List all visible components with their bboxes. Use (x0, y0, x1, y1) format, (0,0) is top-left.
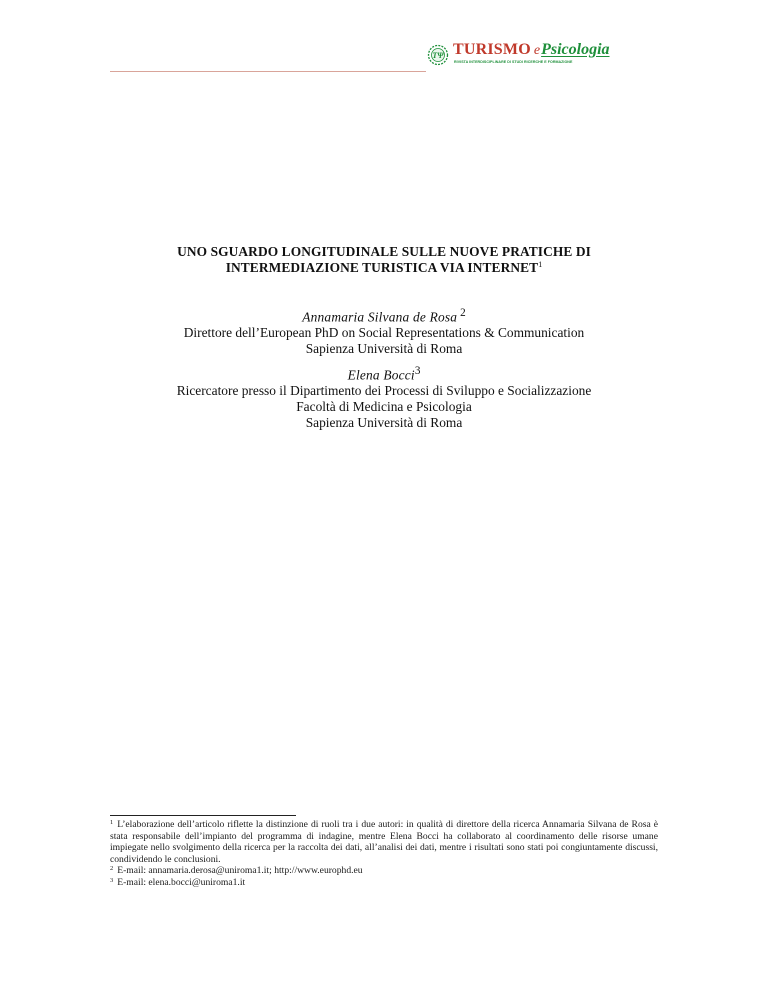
author-name: Elena Bocci (347, 367, 415, 383)
footnote-number: 3 (110, 876, 114, 884)
footnote-text: L’elaborazione dell’articolo riflette la distinzione di ruoli tra i due autori: in qualità di direttore della ricerca Annamaria Silvana de Rosa è stata responsabile dell’impianto del programma di indagine, mentre Elena Bocci ha collaborato al coordinamento delle risorse umane impiegate nello svolgimento della ricerca per la raccolta dei dati, all’analisi dei dati, mentre i risultati sono stati poi congiuntamente discussi, condividendo le conclusioni. (110, 819, 658, 865)
footnotes (110, 819, 658, 889)
logo-tagline: RIVISTA INTERDISCIPLINARE DI STUDI RICERCHE E FORMAZIONE (454, 60, 573, 64)
journal-emblem-icon (427, 44, 449, 66)
footnote-2 (110, 865, 658, 877)
footnote-number: 2 (110, 865, 114, 873)
author-name: Annamaria Silvana de Rosa (302, 309, 458, 325)
logo-word-psicologia: Psicologia (541, 41, 610, 58)
footnote-number: 1 (110, 819, 114, 826)
author-affiliation: Ricercatore presso il Dipartimento dei Processi di Sviluppo e Socializzazione (176, 383, 592, 399)
logo-word-turismo: TURISMO (453, 41, 531, 58)
author-line (110, 305, 658, 325)
title-line-2 (110, 260, 658, 276)
author-university: Sapienza Università di Roma (305, 341, 463, 357)
author-affiliation: Direttore dell’European PhD on Social Representations & Communication (183, 325, 585, 341)
article-title (110, 244, 658, 276)
footnote-text: E-mail: annamaria.derosa@uniroma1.it; http://www.europhd.eu (117, 865, 363, 877)
footnote-rule (110, 815, 296, 816)
journal-logo (425, 41, 625, 71)
author-faculty: Facoltà di Medicina e Psicologia (296, 399, 472, 415)
author-footnote-ref: 3 (414, 365, 421, 377)
author-footnote-ref: 2 (460, 307, 466, 319)
author-block-2 (110, 363, 658, 431)
title-line-1: UNO SGUARDO LONGITUDINALE SULLE NUOVE PRATICHE DI (177, 244, 591, 259)
title-footnote-ref: 1 (538, 260, 543, 269)
footnote-text: E-mail: elena.bocci@uniroma1.it (117, 876, 246, 888)
svg-text:TΨ: TΨ (432, 51, 444, 60)
header-rule (110, 71, 426, 72)
author-line (110, 363, 658, 383)
footnote-1 (110, 819, 658, 865)
author-block-1 (110, 305, 658, 357)
logo-connector: e (533, 43, 541, 58)
footnote-3 (110, 877, 658, 889)
author-university: Sapienza Università di Roma (305, 415, 463, 431)
title-line-2-text: INTERMEDIAZIONE TURISTICA VIA INTERNET (225, 260, 539, 275)
logo-wordmark (453, 42, 610, 58)
